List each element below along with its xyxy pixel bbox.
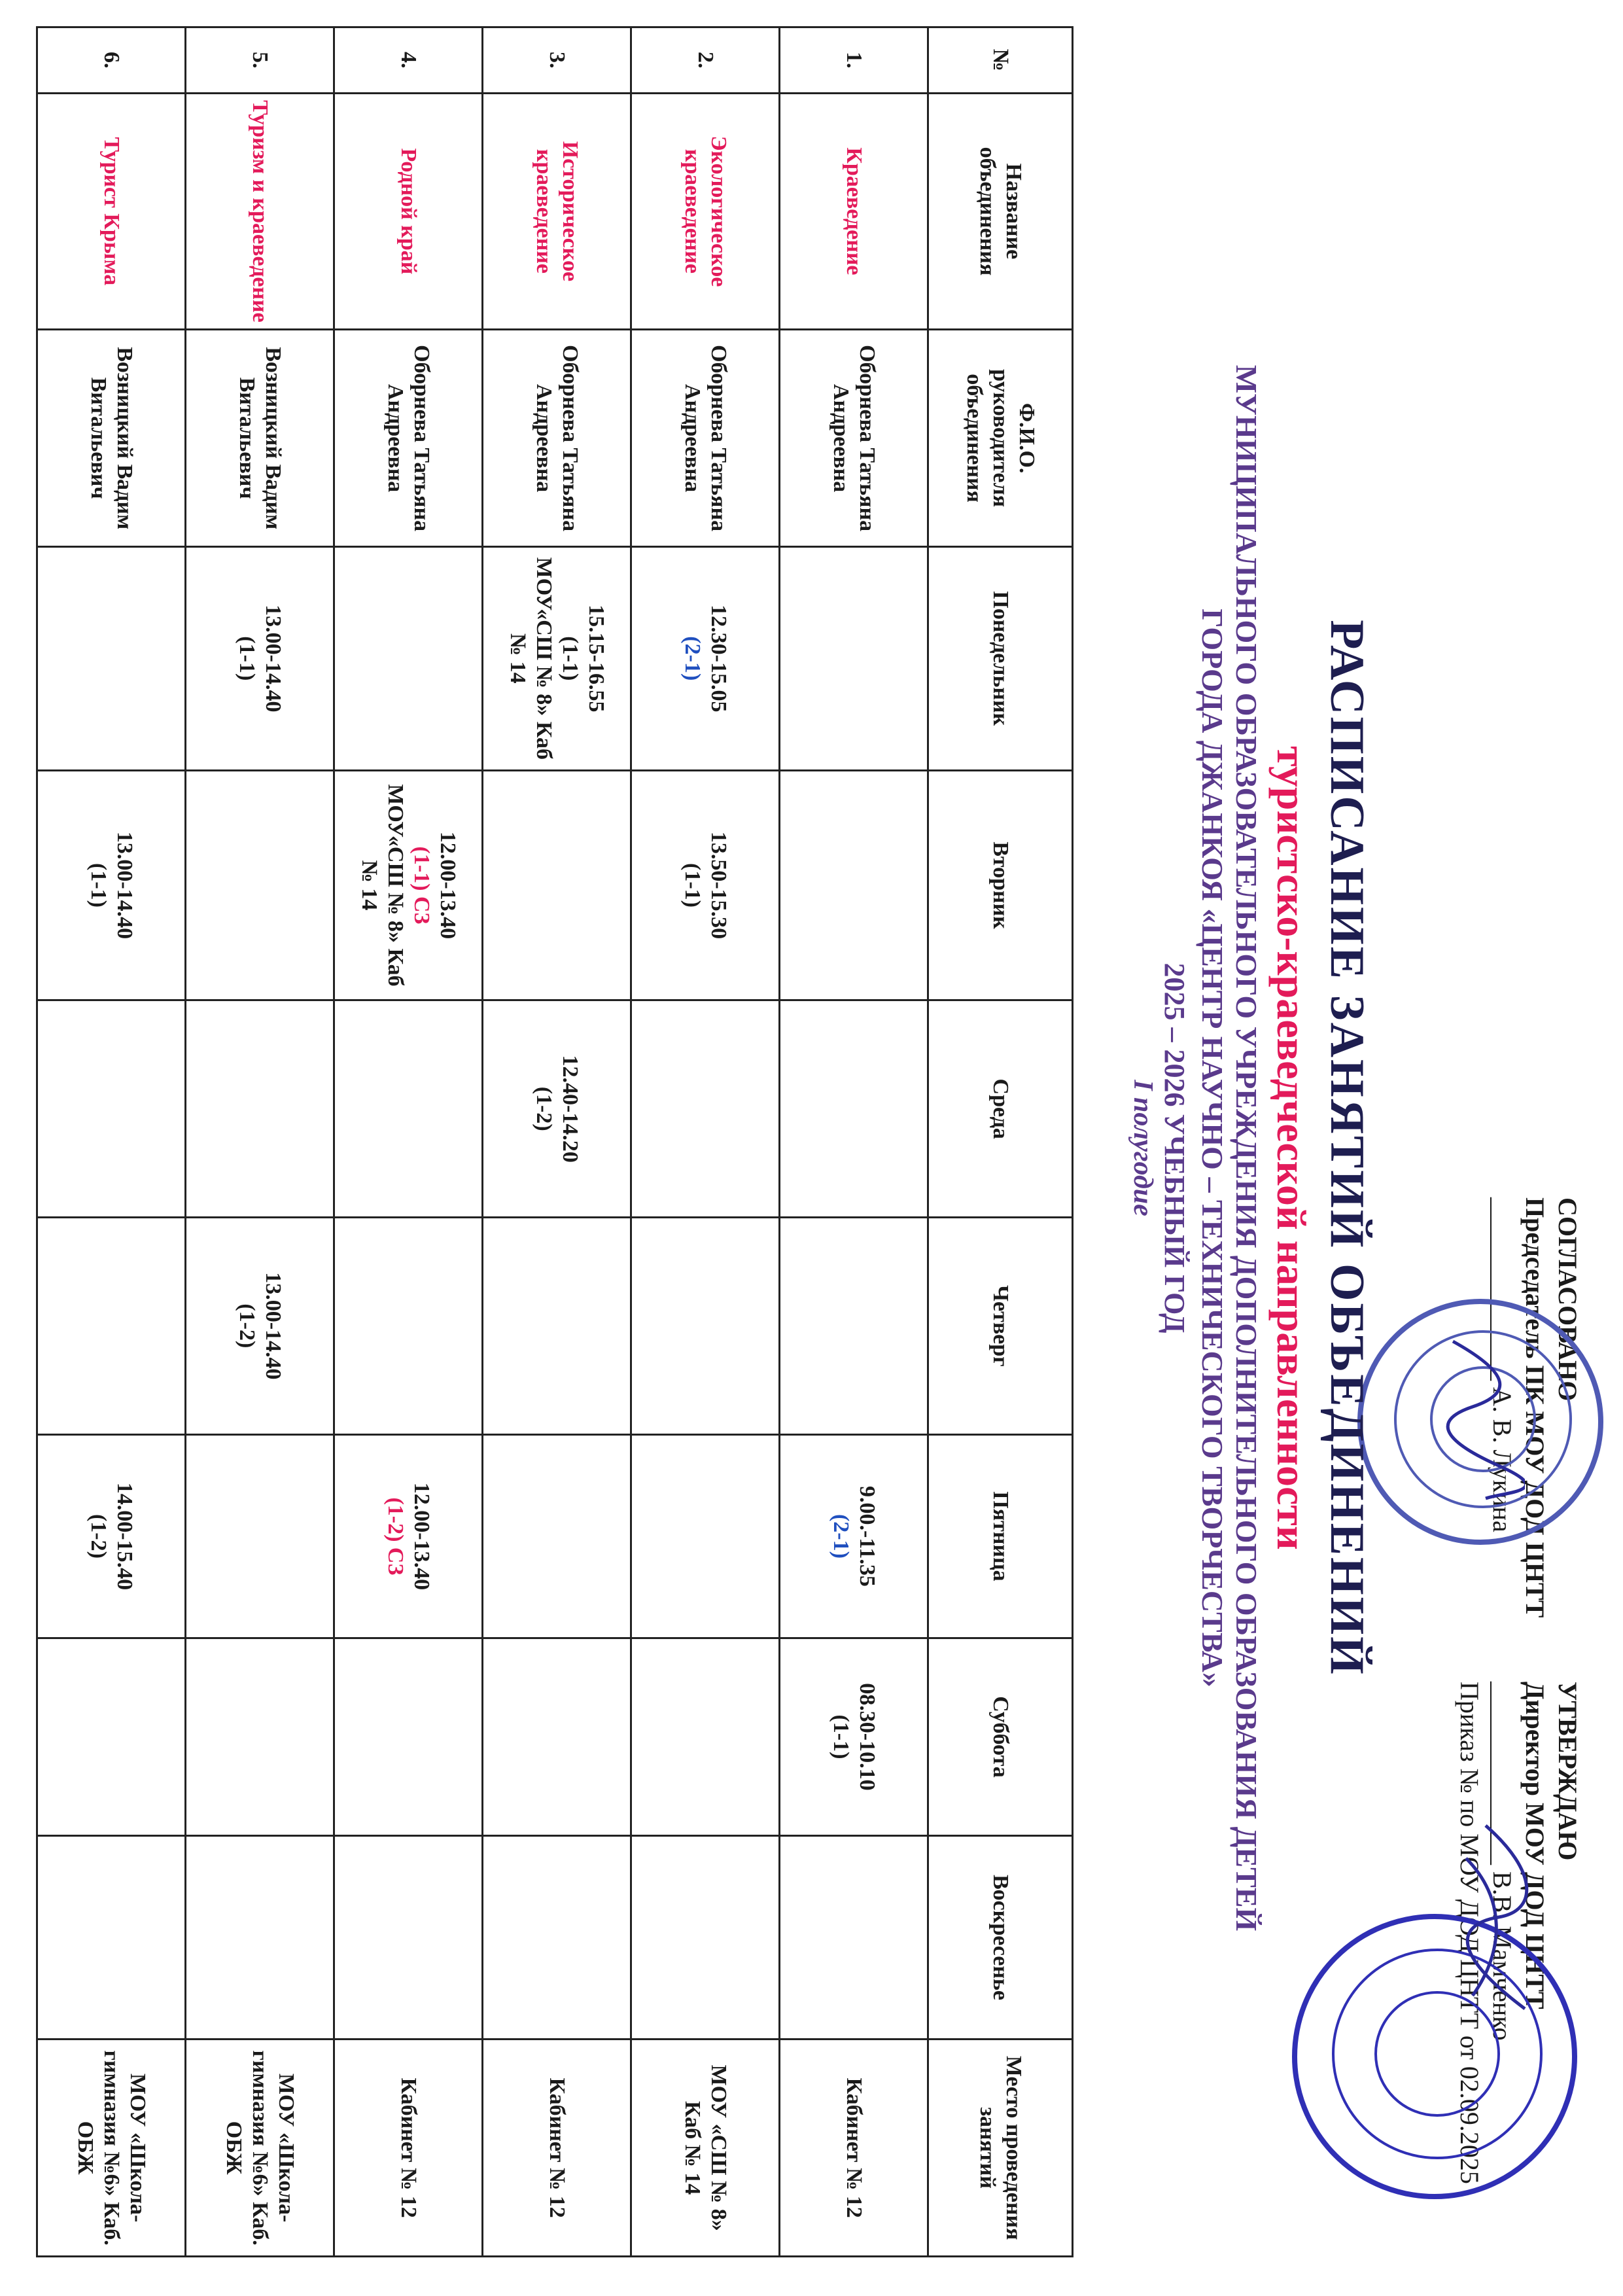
location-cell: МОУ «Школа-гимназия №6» Каб. ОБЖ	[186, 2040, 334, 2257]
thursday-cell	[483, 1218, 631, 1435]
location-cell: Кабинет № 12	[483, 2040, 631, 2257]
approval-right-signer-name: В.В. Мамченко	[1488, 1871, 1517, 2041]
sunday-cell	[631, 1835, 780, 2040]
saturday-cell	[334, 1638, 483, 1836]
table-header-row	[928, 27, 1073, 2257]
tuesday-cell	[186, 770, 334, 1000]
header-thursday: Четверг	[928, 1218, 1073, 1435]
friday-cell: 12.00-13.40 (1-2) СЗ	[334, 1434, 483, 1638]
saturday-cell: 08.30-10.10 (1-1)	[780, 1638, 928, 1836]
saturday-cell	[483, 1638, 631, 1836]
table-row	[334, 27, 483, 2257]
approval-left-signer-name: А. В. Лукина	[1488, 1387, 1517, 1532]
row-number: 3.	[483, 27, 631, 94]
header-leader-name: Ф.И.О. руководителя объединения	[928, 330, 1073, 547]
association-name: Экологическое краеведение	[631, 93, 780, 330]
monday-cell	[37, 546, 186, 770]
wednesday-cell: 12.40-14.20 (1-2)	[483, 1000, 631, 1218]
table-row	[186, 27, 334, 2257]
row-number: 1.	[780, 27, 928, 94]
location-cell: Кабинет № 12	[780, 2040, 928, 2257]
schedule-table	[36, 26, 1073, 2257]
header-tuesday: Вторник	[928, 770, 1073, 1000]
thursday-cell	[780, 1218, 928, 1435]
sunday-cell	[37, 1835, 186, 2040]
header-association-name: Название объединения	[928, 93, 1073, 330]
thursday-cell: 13.00-14.40 (1-2)	[186, 1218, 334, 1435]
header-number: №	[928, 27, 1073, 94]
approval-left-signer: ______________ А. В. Лукина	[1488, 1197, 1517, 1532]
monday-cell	[334, 546, 483, 770]
tuesday-cell	[483, 770, 631, 1000]
table-row	[780, 27, 928, 2257]
leader-name: Оборнева Татьяна Андреевна	[334, 330, 483, 547]
monday-cell: 15.15-16.55 (1-1) МОУ«СШ № 8» Каб № 14	[483, 546, 631, 770]
saturday-cell	[37, 1638, 186, 1836]
semester-label: I полугодие	[1128, 1080, 1158, 1216]
location-cell: Кабинет № 12	[334, 2040, 483, 2257]
right-signature	[1440, 1819, 1544, 2015]
thursday-cell	[631, 1218, 780, 1435]
association-name: Историческое краеведение	[483, 93, 631, 330]
approval-left-position: Председатель ПК МОУ ДОД ЦНТТ	[1520, 1197, 1550, 1618]
tuesday-cell: 12.00-13.40 (1-1) СЗ МОУ«СШ № 8» Каб № 14	[334, 770, 483, 1000]
header-wednesday: Среда	[928, 1000, 1073, 1218]
friday-cell	[483, 1434, 631, 1638]
friday-cell: 9.00.-11.35 (2-1)	[780, 1434, 928, 1638]
header-sunday: Воскресенье	[928, 1835, 1073, 2040]
left-signature	[1433, 1335, 1525, 1505]
saturday-cell	[186, 1638, 334, 1836]
header-saturday: Суббота	[928, 1638, 1073, 1836]
thursday-cell	[37, 1218, 186, 1435]
leader-name: Оборнева Татьяна Андреевна	[780, 330, 928, 547]
row-number: 4.	[334, 27, 483, 94]
approval-right-heading: УТВЕРЖДАЮ	[1553, 1682, 1582, 1861]
leader-name: Оборнева Татьяна Андреевна	[483, 330, 631, 547]
table-row	[483, 27, 631, 2257]
friday-cell	[186, 1434, 334, 1638]
association-name: Турист Крыма	[37, 93, 186, 330]
leader-name: Возницкий Вадим Витальевич	[186, 330, 334, 547]
association-name: Туризм и краеведение	[186, 93, 334, 330]
row-number: 5.	[186, 27, 334, 94]
row-number: 6.	[37, 27, 186, 94]
approval-right-order: Приказ № по МОУ ДОД ЦНТТ от 02.09.2025	[1455, 1682, 1484, 2184]
location-cell: МОУ «СШ № 8» Каб № 14	[631, 2040, 780, 2257]
wednesday-cell	[631, 1000, 780, 1218]
wednesday-cell	[780, 1000, 928, 1218]
table-row	[631, 27, 780, 2257]
sunday-cell	[334, 1835, 483, 2040]
monday-cell: 13.00-14.40 (1-1)	[186, 546, 334, 770]
friday-cell	[631, 1434, 780, 1638]
leader-name: Возницкий Вадим Витальевич	[37, 330, 186, 547]
association-name: Краеведение	[780, 93, 928, 330]
leader-name: Оборнева Татьяна Андреевна	[631, 330, 780, 547]
header-location: Место проведения занятий	[928, 2040, 1073, 2257]
sunday-cell	[780, 1835, 928, 2040]
approval-right-signer: ______________ В.В. Мамченко	[1488, 1682, 1517, 2041]
saturday-cell	[631, 1638, 780, 1836]
monday-cell: 12.30-15.05 (2-1)	[631, 546, 780, 770]
tuesday-cell: 13.00-14.40 (1-1)	[37, 770, 186, 1000]
row-number: 2.	[631, 27, 780, 94]
table-row	[37, 27, 186, 2257]
tuesday-cell	[780, 770, 928, 1000]
association-name: Родной край	[334, 93, 483, 330]
sunday-cell	[483, 1835, 631, 2040]
wednesday-cell	[186, 1000, 334, 1218]
wednesday-cell	[334, 1000, 483, 1218]
header-friday: Пятница	[928, 1434, 1073, 1638]
approval-left-heading: СОГЛАСОВАНО	[1553, 1197, 1582, 1402]
thursday-cell	[334, 1218, 483, 1435]
organization-name-line1: МУНИЦИПАЛЬНОГО ОБРАЗОВАТЕЛЬНОГО УЧРЕЖДЕНИЯ ДОПОЛНИТЕЛЬНОГО ОБРАЗОВАНИЯ ДЕТЕЙ	[1230, 364, 1263, 1932]
monday-cell	[780, 546, 928, 770]
page-title: РАСПИСАНИЕ ЗАНЯТИЙ ОБЪЕДИНЕНИЙ	[1320, 620, 1374, 1676]
organization-name	[1195, 98, 1263, 2198]
header-monday: Понедельник	[928, 546, 1073, 770]
academic-year: 2025 – 2026 УЧЕБНЫЙ ГОД	[1159, 963, 1191, 1333]
page-subtitle: туристско-краеведческой направленности	[1268, 746, 1315, 1550]
friday-cell: 14.00-15.40 (1-2)	[37, 1434, 186, 1638]
approval-right-position: Директор МОУ ДОД ЦНТТ	[1520, 1682, 1550, 2009]
tuesday-cell: 13.50-15.30 (1-1)	[631, 770, 780, 1000]
organization-name-line2: ГОРОДА ДЖАНКОЯ «ЦЕНТР НАУЧНО – ТЕХНИЧЕСКОГО ТВОРЧЕСТВА»	[1196, 609, 1229, 1687]
sunday-cell	[186, 1835, 334, 2040]
wednesday-cell	[37, 1000, 186, 1218]
location-cell: МОУ «Школа-гимназия №6» Каб. ОБЖ	[37, 2040, 186, 2257]
